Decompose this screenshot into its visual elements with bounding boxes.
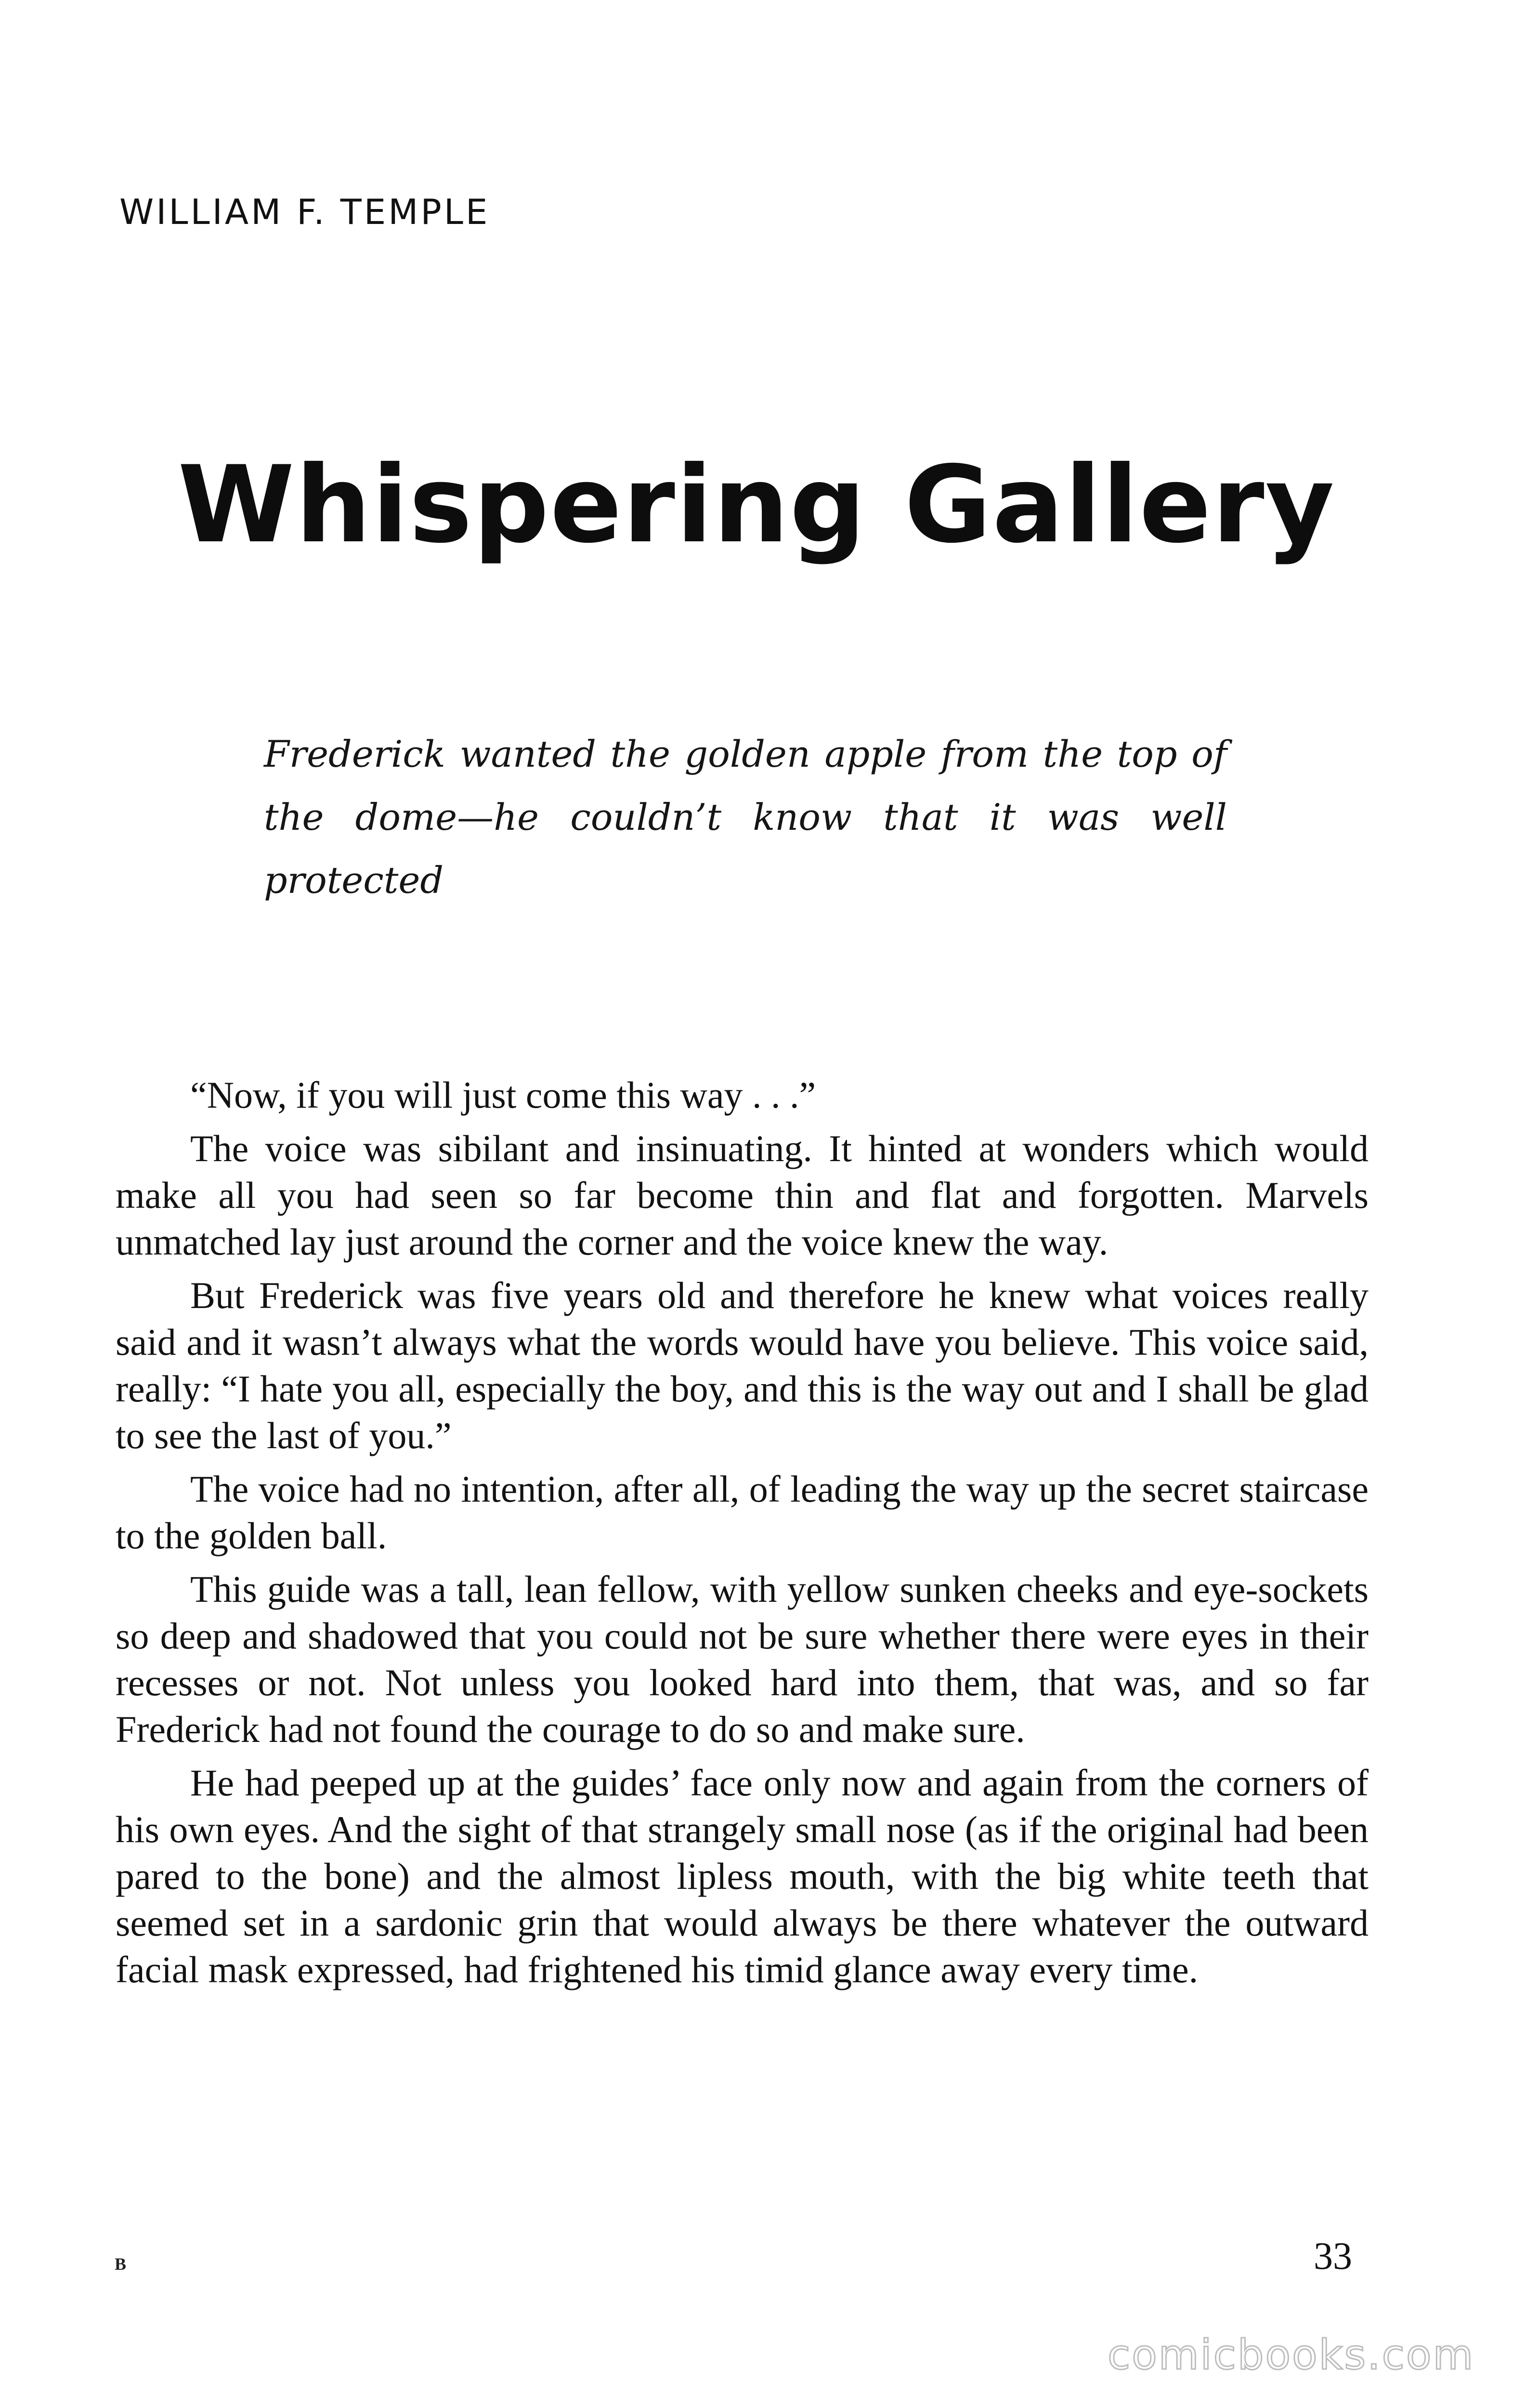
story-body (116, 1072, 1369, 2000)
paragraph-1: “Now, if you will just come this way . . .” (190, 1074, 816, 1116)
paragraph-3: But Frederick was five years old and therefore he knew what voices really said and it wasn’t always what the words would have you believe. This voice said, really: “I hate you all, especially the boy, and this is the way out and I shall be glad to see the last of you.” (116, 1274, 1369, 1456)
paragraph-5: This guide was a tall, lean fellow, with yellow sunken cheeks and eye-sockets so deep and shadowed that you could not be sure whether there were eyes in their recesses or not. Not unless you looked hard into them, that was, and so far Frederick had not found the courage to do so and make sure. (116, 1568, 1369, 1750)
paragraph-2: The voice was sibilant and insinuating. It hinted at wonders which would make all you had seen so far become thin and flat and forgotten. Marvels unmatched lay just around the corner and the voice knew the way. (116, 1127, 1369, 1263)
page-number: 33 (1314, 2235, 1352, 2277)
author-name: WILLIAM F. TEMPLE (119, 192, 490, 232)
paragraph-4: The voice had no intention, after all, of leading the way up the secret staircase to the golden ball. (116, 1468, 1369, 1557)
story-title: Whispering Gallery (178, 443, 1335, 566)
watermark: comicbooks.com (1108, 2331, 1475, 2379)
signature-mark: B (115, 2254, 127, 2274)
story-blurb: Frederick wanted the golden apple from the top of the dome—he couldn’t know that it was well protected (264, 733, 1227, 902)
paragraph-6: He had peeped up at the guides’ face only now and again from the corners of his own eyes. And the sight of that strangely small nose (as if the original had been pared to the bone) and the almost lipless mouth, with the big white teeth that seemed set in a sardonic grin that would always be there whatever the outward facial mask expressed, had frightened his timid glance away every time. (116, 1762, 1369, 1990)
